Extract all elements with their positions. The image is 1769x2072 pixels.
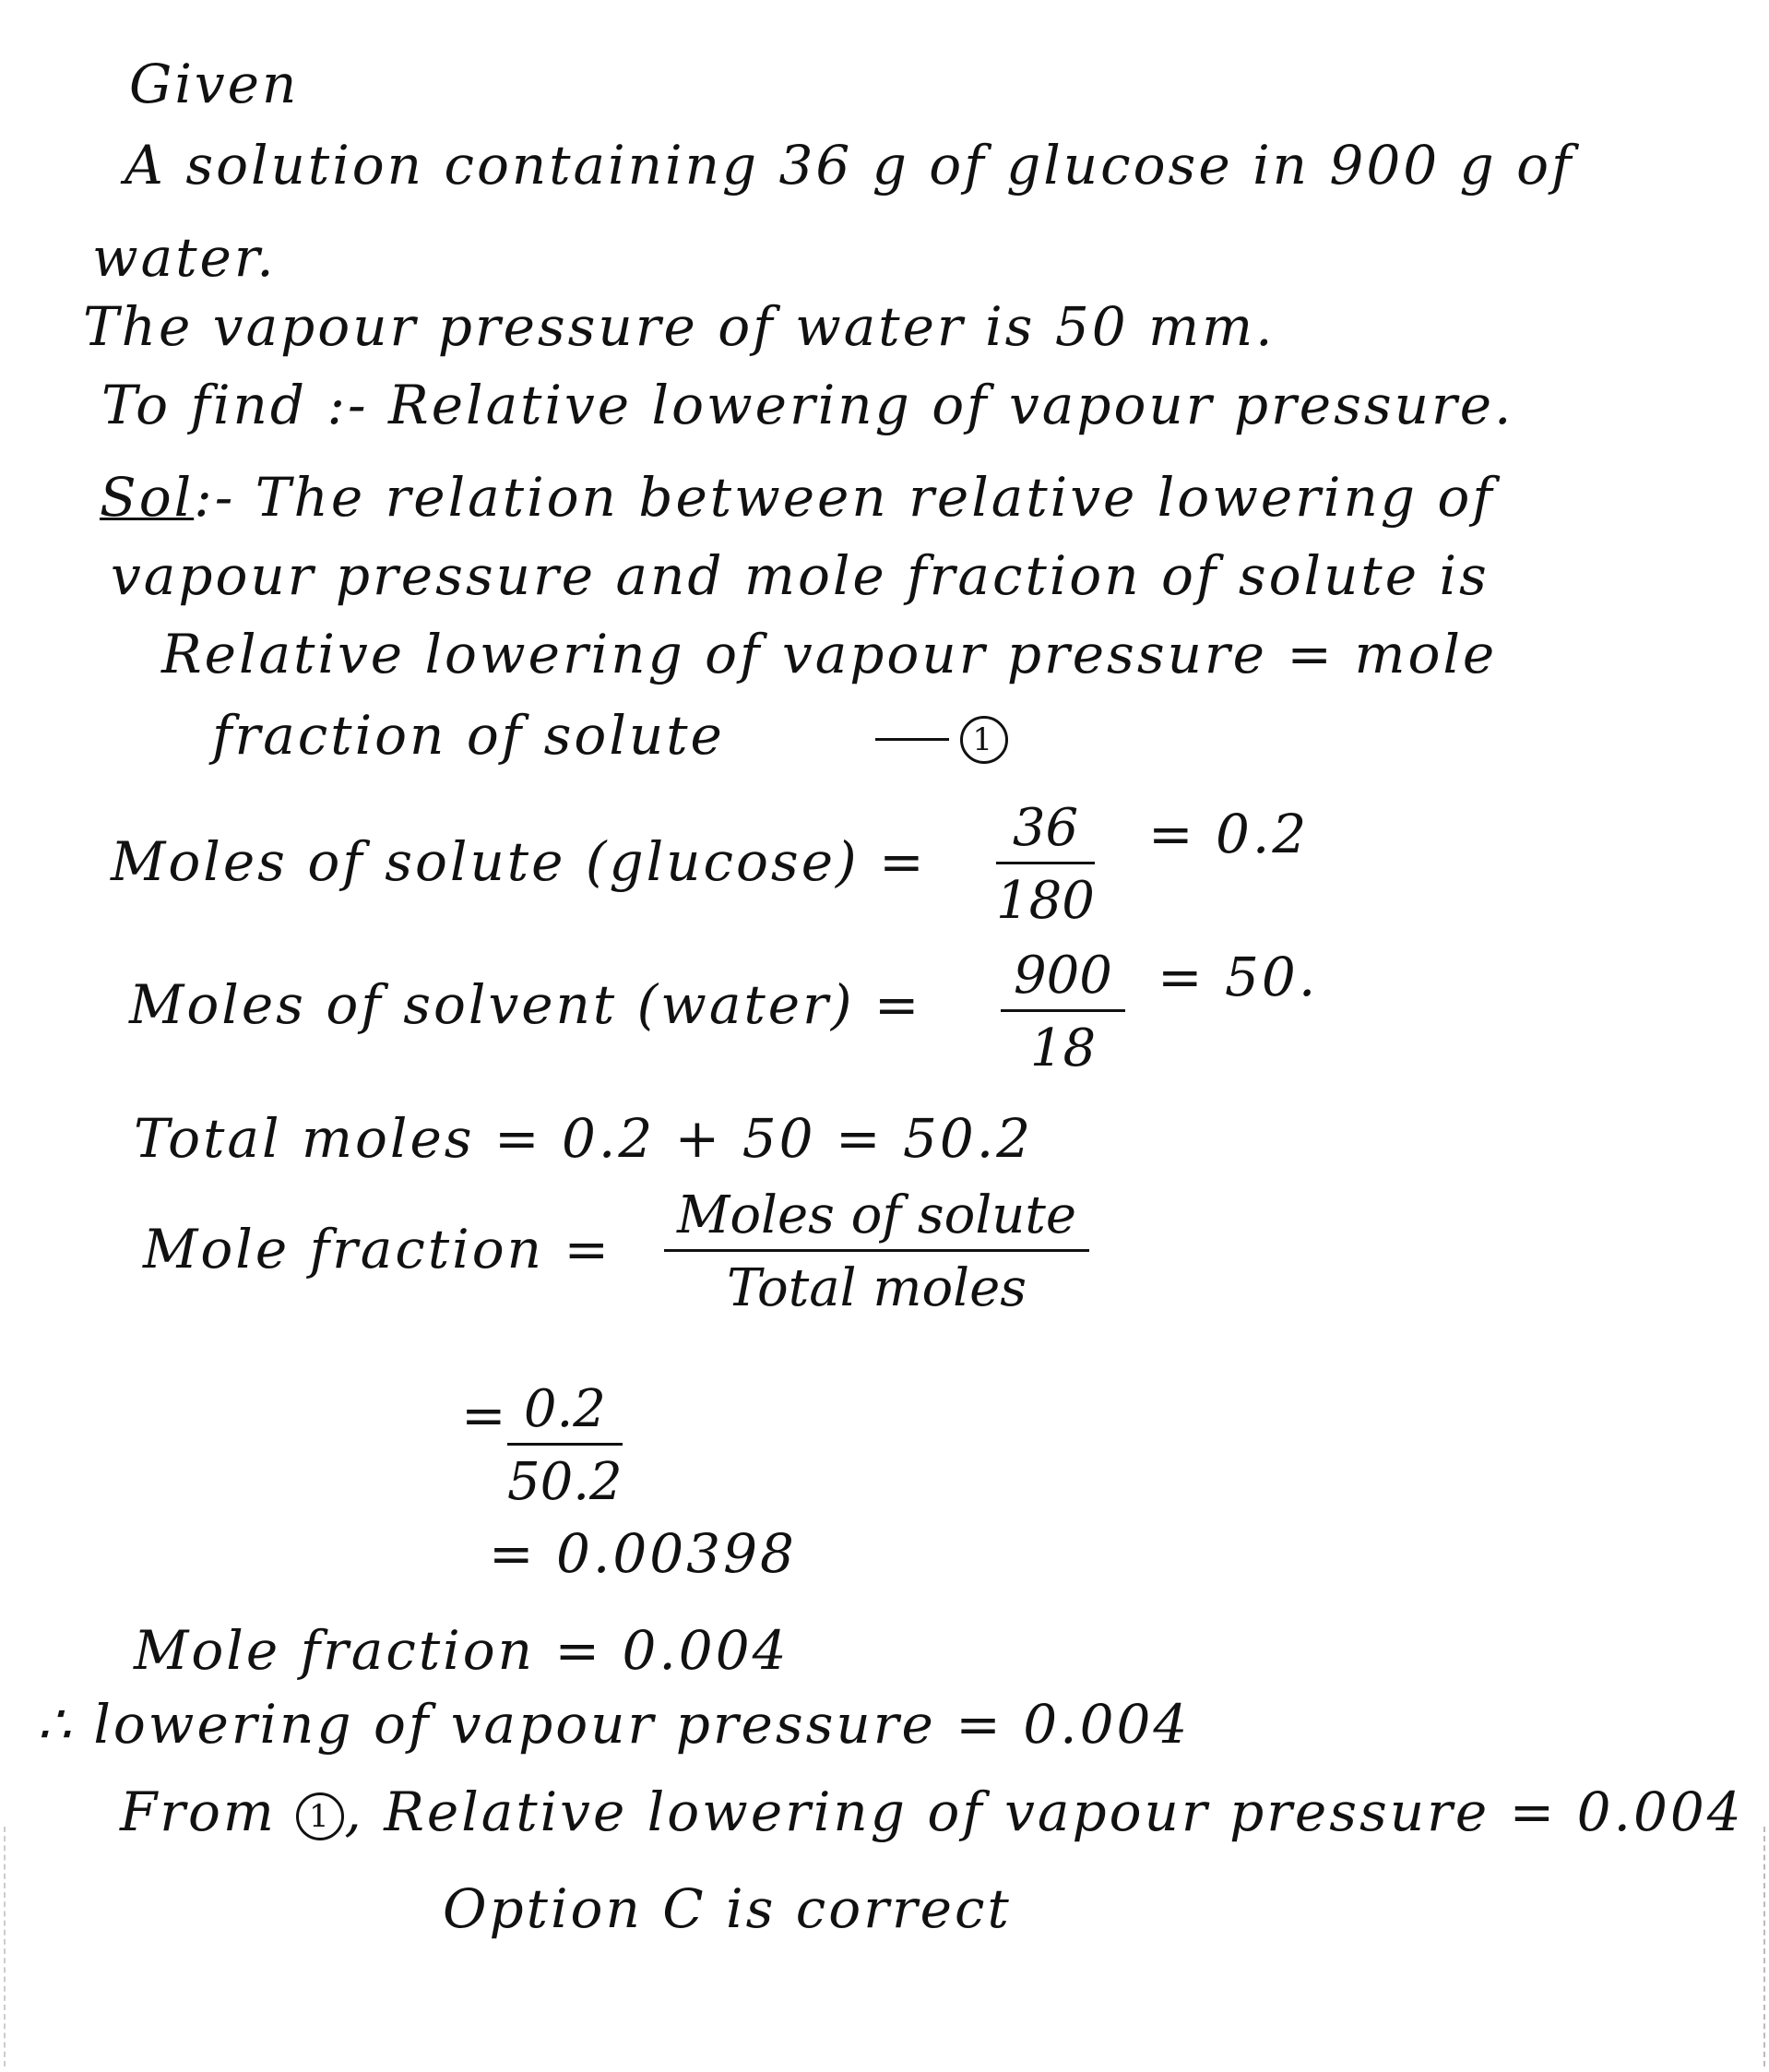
mole-fraction-def-fraction xyxy=(664,1185,1089,1318)
moles-solute-label: Moles of solute (glucose) = xyxy=(111,830,927,893)
given-line-2: water. xyxy=(92,226,277,289)
mole-fraction-def-denominator: Total moles xyxy=(727,1258,1027,1318)
solution-line-2: vapour pressure and mole fraction of solute is xyxy=(111,544,1490,607)
moles-solvent-numerator: 900 xyxy=(1001,950,1125,1012)
given-line-3: The vapour pressure of water is 50 mm. xyxy=(83,295,1276,358)
solution-line-1 xyxy=(100,466,1495,529)
sol-label: Sol xyxy=(100,466,195,529)
from-rest: , Relative lowering of vapour pressure = 0.004 xyxy=(344,1780,1744,1843)
moles-solvent-label: Moles of solvent (water) = xyxy=(129,973,922,1036)
mole-fraction-final: Mole fraction = 0.004 xyxy=(134,1619,790,1682)
moles-solute-denominator: 180 xyxy=(996,871,1095,931)
sol-line-1-text: :- The relation between relative lowering of xyxy=(194,466,1495,529)
page-edge-mark-left xyxy=(0,1827,6,2066)
moles-solvent-denominator: 18 xyxy=(1029,1018,1097,1078)
mole-fraction-def-numerator: Moles of solute xyxy=(664,1190,1089,1252)
mole-fraction-calc-result: = 0.00398 xyxy=(489,1522,797,1585)
to-find-line: To find :- Relative lowering of vapour pressure. xyxy=(101,374,1514,436)
relation-line-2-text: fraction of solute xyxy=(212,704,725,767)
relation-line-1: Relative lowering of vapour pressure = mole xyxy=(161,623,1498,685)
dash-divider xyxy=(875,738,949,741)
moles-solvent-result: = 50. xyxy=(1158,946,1319,1008)
page-edge-mark-right xyxy=(1763,1827,1769,2066)
mole-fraction-calc-numerator: 0.2 xyxy=(507,1384,623,1446)
moles-solute-fraction xyxy=(996,798,1095,931)
moles-solute-numerator: 36 xyxy=(996,803,1095,864)
total-moles-line: Total moles = 0.2 + 50 = 50.2 xyxy=(134,1107,1034,1170)
conclusion-line: Option C is correct xyxy=(443,1877,1012,1940)
given-line-1: A solution containing 36 g of glucose in 900 g of xyxy=(125,134,1574,196)
equation-ref-1: 1 xyxy=(960,716,1008,764)
from-prefix: From xyxy=(120,1780,277,1843)
mole-fraction-calc-fraction xyxy=(507,1379,623,1512)
moles-solvent-fraction xyxy=(1001,946,1125,1078)
heading-given: Given xyxy=(129,53,300,115)
from-reference-line xyxy=(120,1780,1744,1843)
mole-fraction-def-label: Mole fraction = xyxy=(143,1218,612,1280)
lowering-line: ∴ lowering of vapour pressure = 0.004 xyxy=(37,1693,1191,1756)
mole-fraction-calc-denominator: 50.2 xyxy=(507,1452,623,1512)
relation-line-2 xyxy=(212,704,1008,767)
equation-ref-1-citation: 1 xyxy=(296,1792,344,1840)
mole-fraction-calc-prefix: = xyxy=(461,1384,509,1447)
moles-solute-result: = 0.2 xyxy=(1148,803,1310,865)
